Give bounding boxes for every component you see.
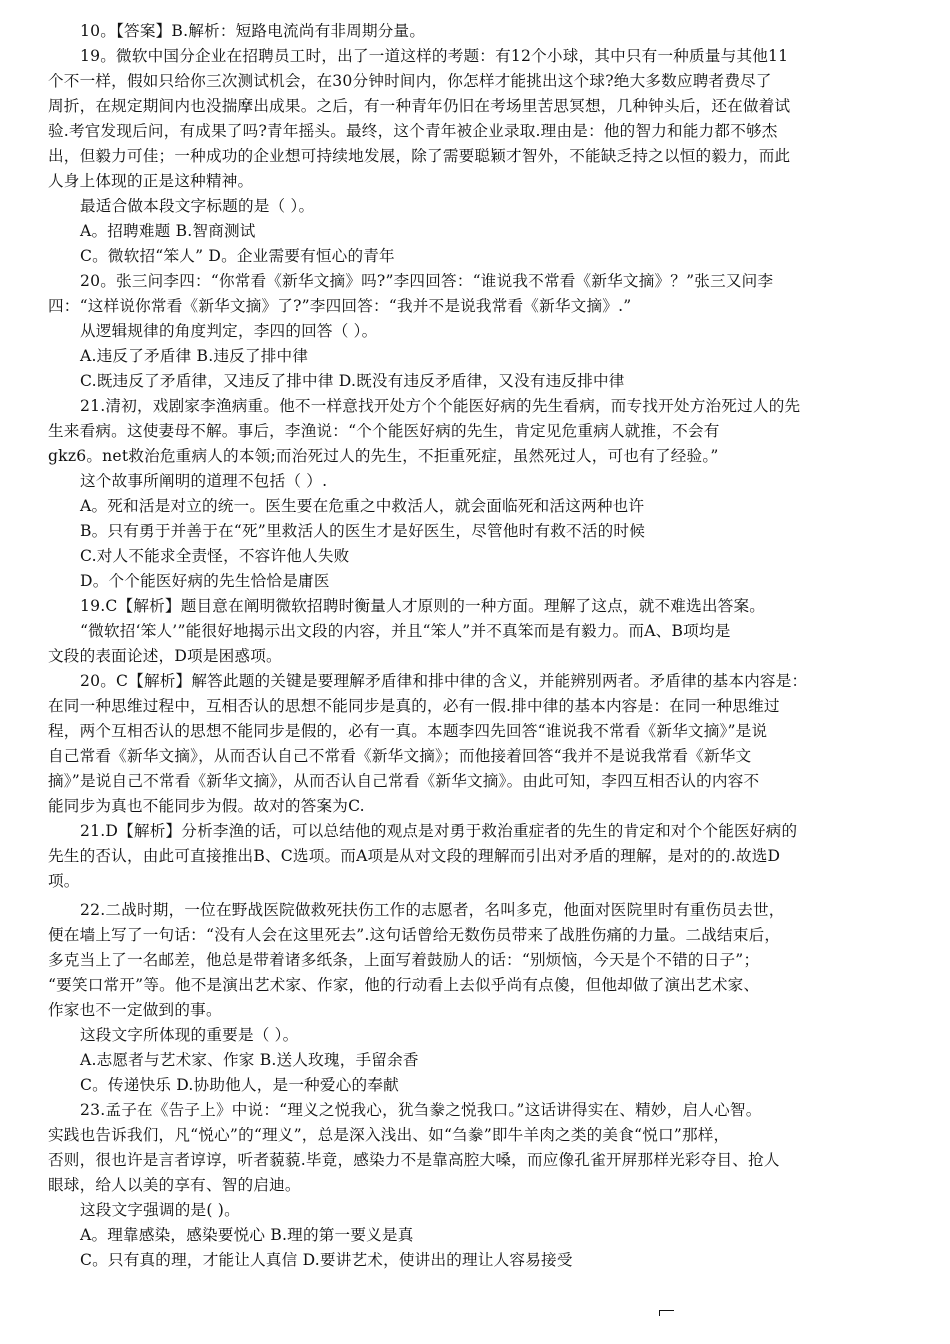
- text-line: 最适合做本段文字标题的是（ ）。: [80, 197, 315, 215]
- text-line: 生来看病。这使妻母不解。事后，李渔说：“个个能医好病的先生，肯定见危重病人就推，不会有: [48, 422, 720, 440]
- text-line: C。只有真的理，才能让人真信 D.要讲艺术，使讲出的理让人容易接受: [80, 1251, 573, 1269]
- text-line: C。微软招“笨人” D。企业需要有恒心的青年: [80, 247, 395, 265]
- text-line: 眼球，给人以美的享有、智的启迪。: [48, 1176, 301, 1194]
- text-line: 在同一种思维过程中，互相否认的思想不能同步是真的，必有一假.排中律的基本内容是：在同一种思维过: [48, 697, 780, 715]
- text-line: C.既违反了矛盾律，又违反了排中律 D.既没有违反矛盾律，又没有违反排中律: [80, 372, 625, 390]
- text-line: C。传递快乐 D.协助他人，是一种爱心的奉献: [80, 1076, 399, 1094]
- text-line: 便在墙上写了一句话：“没有人会在这里死去”.这句话曾给无数伤员带来了战胜伤痛的力量。二战结束后，: [48, 926, 781, 944]
- stray-bracket-mark: [659, 1310, 674, 1316]
- text-line: A.违反了矛盾律 B.违反了排中律: [80, 347, 309, 365]
- text-line: 文段的表面论述，D项是困惑项。: [48, 647, 282, 665]
- text-line: 这个故事所阐明的道理不包括（ ）.: [80, 472, 328, 490]
- text-line: 自己常看《新华文摘》，从而否认自己不常看《新华文摘》；而他接着回答“我并不是说我常看《新华文: [48, 747, 752, 765]
- text-line: 能同步为真也不能同步为假。故对的答案为C.: [48, 797, 365, 815]
- text-line: 先生的否认，由此可直接推出B、C选项。而A项是从对文段的理解而引出对矛盾的理解，是对的的.故选D: [48, 847, 781, 865]
- text-line: C.对人不能求全责怪，不容许他人失败: [80, 547, 350, 565]
- text-line: 人身上体现的正是这种精神。: [48, 172, 254, 190]
- text-line: 这段文字所体现的重要是（ ）。: [80, 1026, 299, 1044]
- text-line: 19。微软中国分企业在招聘员工时，出了一道这样的考题：有12个小球，其中只有一种质量与其他11: [80, 47, 789, 65]
- text-line: 周折，在规定期间内也没揣摩出成果。之后，有一种青年仍旧在考场里苦思冥想，几种钟头后，还在做着试: [48, 97, 791, 115]
- text-line: 四：“这样说你常看《新华文摘》了?”李四回答：“我并不是说我常看《新华文摘》.”: [48, 297, 632, 315]
- text-line: 10。【答案】B.解析：短路电流尚有非周期分量。: [80, 22, 426, 40]
- text-line: 从逻辑规律的角度判定，李四的回答（ ）。: [80, 322, 378, 340]
- text-line: 出，但毅力可佳；一种成功的企业想可持续地发展，除了需要聪颖才智外，不能缺乏持之以恒的毅力，而此: [48, 147, 791, 165]
- text-line: 摘》”是说自己不常看《新华文摘》，从而否认自己常看《新华文摘》。由此可知，李四互相否认的内容不: [48, 772, 760, 790]
- text-line: 19.C【解析】题目意在阐明微软招聘时衡量人才原则的一种方面。理解了这点，就不难选出答案。: [80, 597, 766, 615]
- text-line: 验.考官发现后问，有成果了吗?青年摇头。最终，这个青年被企业录取.理由是：他的智力和能力都不够杰: [48, 122, 778, 140]
- text-line: 多克当上了一名邮差，他总是带着诸多纸条，上面写着鼓励人的话：“别烦恼，今天是个不错的日子”；: [48, 951, 760, 969]
- text-line: 这段文字强调的是( )。: [80, 1201, 240, 1219]
- text-line: 23.孟子在《告子上》中说：“理义之悦我心，犹刍豢之悦我口。”这话讲得实在、精妙，启人心智。: [80, 1101, 762, 1119]
- text-line: “要笑口常开”等。他不是演出艺术家、作家，他的行动看上去似乎尚有点傻，但他却做了演出艺术家、: [48, 976, 760, 994]
- text-line: 个不一样，假如只给你三次测试机会，在30分钟时间内，你怎样才能挑出这个球?绝大多数应聘者费尽了: [48, 72, 772, 90]
- text-line: D。个个能医好病的先生恰恰是庸医: [80, 572, 330, 590]
- text-line: 作家也不一定做到的事。: [48, 1001, 222, 1019]
- text-line: A.志愿者与艺术家、作家 B.送人玫瑰，手留余香: [80, 1051, 419, 1069]
- text-line: 22.二战时期，一位在野战医院做救死扶伤工作的志愿者，名叫多克，他面对医院里时有重伤员去世，: [80, 901, 785, 919]
- text-line: 实践也告诉我们，凡“悦心”的“理义”，总是深入浅出、如“刍豢”即牛羊肉之类的美食“悦口”那样，: [48, 1126, 730, 1144]
- text-line: 否则，很也许是言者谆谆，听者藐藐.毕竟，感染力不是靠高腔大嗓，而应像孔雀开屏那样光彩夺目、抢人: [48, 1151, 780, 1169]
- text-line: 21.清初，戏剧家李渔病重。他不一样意找开处方个个能医好病的先生看病，而专找开处方治死过人的先: [80, 397, 801, 415]
- text-line: B。只有勇于并善于在“死”里救活人的医生才是好医生，尽管他时有救不活的时候: [80, 522, 645, 540]
- text-line: A。理靠感染，感染要悦心 B.理的第一要义是真: [80, 1226, 414, 1244]
- text-line: 21.D【解析】分析李渔的话，可以总结他的观点是对勇于救治重症者的先生的肯定和对个个能医好病的: [80, 822, 798, 840]
- text-line: “微软招‘笨人’”能很好地揭示出文段的内容，并且“笨人”并不真笨而是有毅力。而A、B项均是: [80, 622, 731, 640]
- text-line: 项。: [48, 872, 80, 890]
- text-line: 20。张三问李四：“你常看《新华文摘》吗?”李四回答：“谁说我不常看《新华文摘》？”张三又问李: [80, 272, 774, 290]
- text-line: A。死和活是对立的统一。医生要在危重之中救活人，就会面临死和活这两种也许: [80, 497, 645, 515]
- text-line: 程，两个互相否认的思想不能同步是假的，必有一真。本题李四先回答“谁说我不常看《新华文摘》”是说: [48, 722, 768, 740]
- text-line: gkz6。net救治危重病人的本领;而治死过人的先生，不拒重死症，虽然死过人，可也有了经验。”: [48, 447, 719, 465]
- text-line: A。招聘难题 B.智商测试: [80, 222, 256, 240]
- text-line: 20。C【解析】解答此题的关键是要理解矛盾律和排中律的含义，并能辨别两者。矛盾律的基本内容是：: [80, 672, 808, 690]
